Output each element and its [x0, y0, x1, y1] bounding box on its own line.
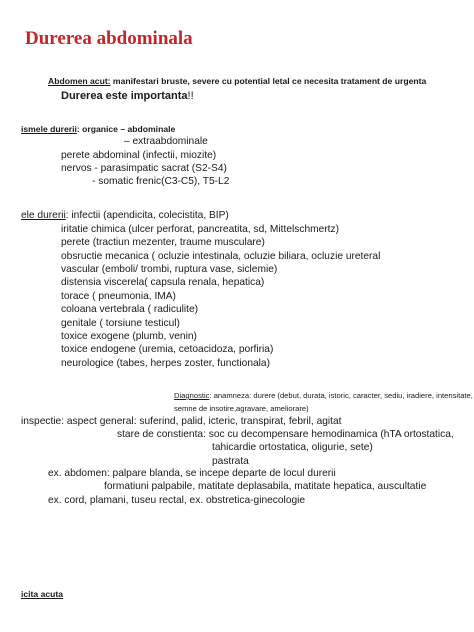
cause-item: neurologice (tabes, herpes zoster, functionala): [61, 358, 270, 369]
consciousness-line: stare de constienta: soc cu decompensare hemodinamica (hTA ortostatica,: [117, 429, 454, 440]
diagnostic-label: Diagnostic: [174, 391, 210, 400]
mechanism-item: nervos - parasimpatic sacrat (S2-S4): [61, 163, 227, 174]
abdomen-exam-line: ex. abdomen: palpare blanda, se incepe departe de locul durerii: [48, 468, 336, 479]
cause-item: coloana vertebrala ( radiculite): [61, 304, 199, 315]
cause-item: distensia viscerela( capsula renala, hepatica): [61, 277, 265, 288]
diagnostic-anamnesis-continued: semne de insotire,agravare, ameliorare): [174, 404, 309, 413]
inspection-line: inspectie: aspect general: suferind, palid, icteric, transpirat, febril, agitat: [21, 416, 342, 427]
cause-item: genitale ( torsiune testicul): [61, 318, 180, 329]
pain-causes-heading: [21, 211, 229, 221]
pain-mechanisms-heading: [21, 125, 175, 134]
pain-importance-mark: !!: [187, 90, 194, 102]
cause-item: toxice endogene (uremia, cetoacidoza, porfiria): [61, 344, 274, 355]
pain-importance-text: Durerea este importanta: [61, 90, 188, 102]
cause-item: iritatie chimica (ulcer perforat, pancreatita, sd, Mittelschmertz): [61, 224, 339, 235]
palpable-formations-line: formatiuni palpabile, matitate deplasabila, matitate hepatica, auscultatie: [104, 481, 427, 492]
diagnostic-anamnesis-text: : anamneza: durere (debut, durata, istoric, caracter, sediu, iradiere, intensitate,: [209, 391, 473, 400]
cause-item: torace ( pneumonia, IMA): [61, 291, 176, 302]
mechanism-item: – extraabdominale: [124, 136, 208, 147]
mechanism-item: - somatic frenic(C3-C5), T5-L2: [92, 176, 230, 187]
cause-item: toxice exogene (plumb, venin): [61, 331, 197, 342]
pain-causes-label: ele durerii: [21, 210, 66, 221]
pain-mechanisms-label-rest: : organice – abdominale: [76, 124, 176, 134]
acute-abdomen-definition: [48, 77, 426, 86]
footer-heading: [21, 590, 63, 599]
acute-abdomen-text: manifestari bruste, severe cu potential letal ce necesita tratament de urgenta: [110, 76, 427, 86]
cause-item: vascular (emboli/ trombi, ruptura vase, siclemie): [61, 264, 278, 275]
other-exam-line: ex. cord, plamani, tuseu rectal, ex. obstretica-ginecologie: [48, 495, 306, 506]
tachycardia-line: tahicardie ortostatica, oliguriе, sete): [212, 442, 373, 453]
pain-causes-first-item: : infectii (apendicita, colecistita, BIP): [65, 210, 229, 221]
page-title: Durerea abdominala: [25, 28, 193, 49]
cause-item: perete (tractiun mezenter, traume musculare): [61, 237, 265, 248]
pain-mechanisms-label: ismele durerii: [21, 124, 77, 134]
pain-importance-note: [61, 91, 194, 102]
footer-label: icita acuta: [21, 589, 64, 599]
diagnostic-anamnesis: [174, 392, 473, 400]
preserved-line: pastrata: [212, 456, 249, 467]
acute-abdomen-label: Abdomen acut:: [48, 76, 111, 86]
cause-item: obsructie mecanica ( ocluzie intestinala, ocluzie biliara, ocluzie ureteral: [61, 251, 381, 262]
mechanism-item: perete abdominal (infectii, miozite): [61, 150, 217, 161]
